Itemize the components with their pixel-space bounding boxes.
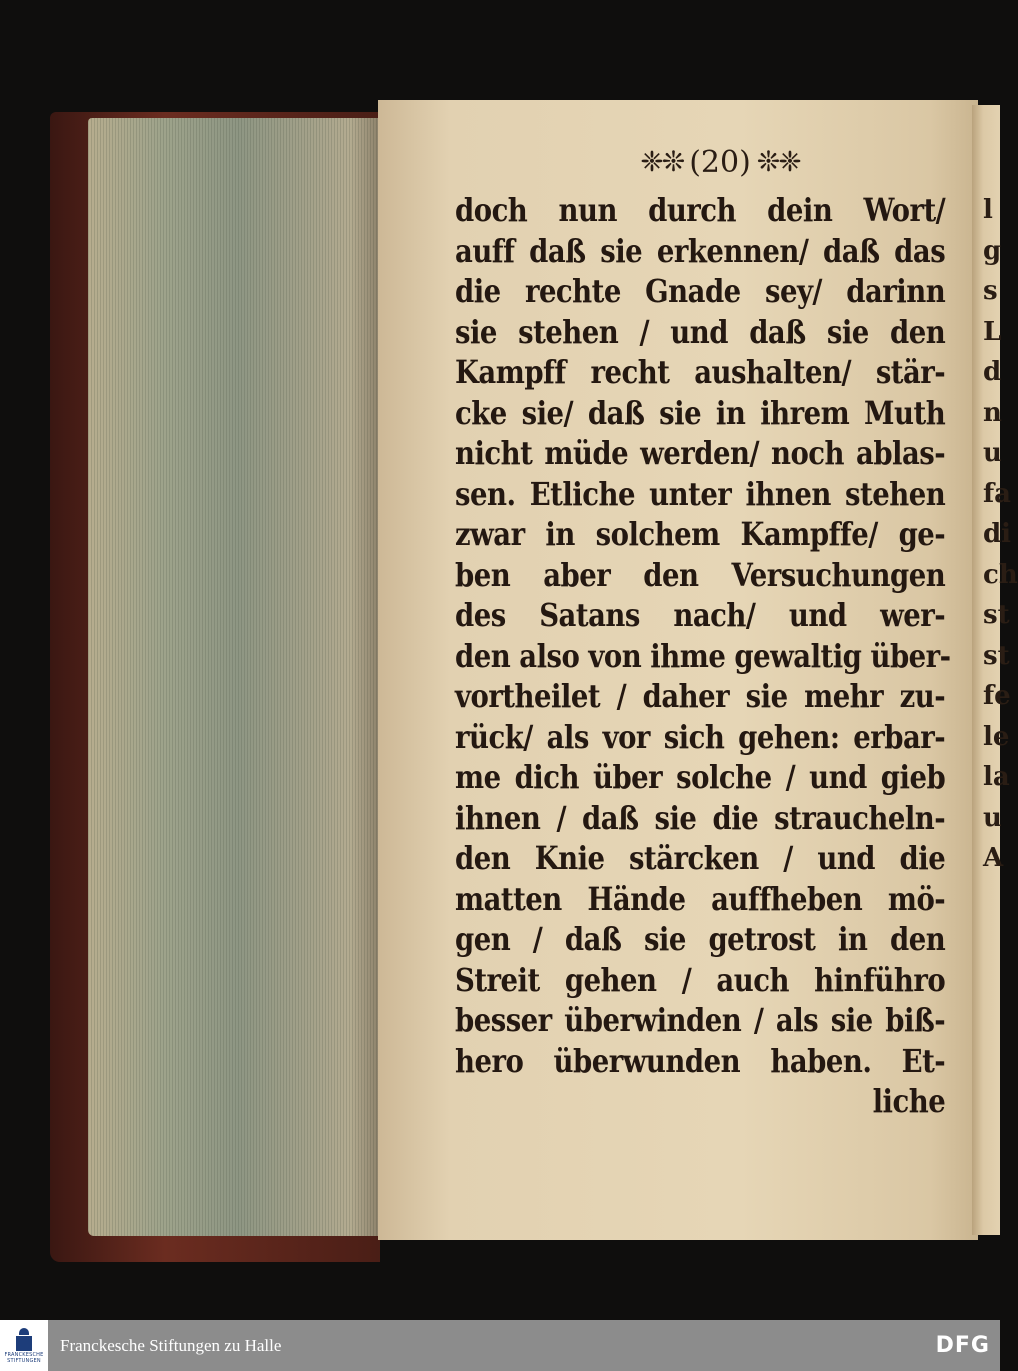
facing-line: d bbox=[983, 357, 1002, 387]
facing-page-text bbox=[983, 190, 1018, 879]
text-line: den Knie stärcken / und die bbox=[455, 839, 946, 877]
text-line: hero überwunden haben. Et- bbox=[455, 1041, 946, 1080]
page-body-text bbox=[455, 190, 951, 1122]
text-line: rück/ als vor sich gehen: erbar- bbox=[455, 717, 946, 756]
header-ornament-right: ❊❈ bbox=[756, 145, 800, 178]
dfg-logo[interactable]: DFG bbox=[935, 1333, 990, 1358]
facing-line: s bbox=[983, 276, 998, 306]
text-line: liche bbox=[872, 1082, 946, 1120]
facing-line: fe bbox=[983, 681, 1011, 711]
text-line: me dich über solche / und gieb bbox=[455, 758, 946, 796]
footer-bar bbox=[0, 1320, 1000, 1371]
facing-line: l bbox=[983, 195, 993, 225]
facing-line: st bbox=[983, 640, 1010, 671]
facing-line: u bbox=[983, 802, 1002, 833]
text-line: besser überwinden / als sie biß- bbox=[455, 1001, 946, 1039]
text-line: Kampff recht aushalten/ stär- bbox=[455, 353, 946, 391]
text-line: gen / daß sie getrost in den bbox=[455, 920, 946, 958]
text-line: matten Hände auffheben mö- bbox=[455, 879, 946, 918]
facing-line: n bbox=[983, 397, 1002, 428]
text-line: ihnen / daß sie die straucheln- bbox=[455, 798, 946, 837]
facing-line: g bbox=[983, 235, 1002, 266]
text-line: vortheilet / daher sie mehr zu- bbox=[455, 677, 946, 715]
logo-text bbox=[4, 1352, 43, 1364]
text-line: auff daß sie erkennen/ daß das bbox=[455, 231, 946, 270]
facing-line: di bbox=[983, 519, 1012, 549]
page-edges bbox=[88, 118, 388, 1236]
facing-line: le bbox=[983, 721, 1010, 752]
facing-line: fa bbox=[983, 478, 1012, 509]
institution-logo[interactable] bbox=[0, 1320, 48, 1371]
facing-line: L bbox=[983, 316, 1002, 347]
text-line: cke sie/ daß sie in ihrem Muth bbox=[455, 393, 946, 432]
text-line: sen. Etliche unter ihnen stehen bbox=[455, 474, 946, 513]
logo-text-line1: FRANCKESCHE bbox=[4, 1351, 44, 1358]
text-line: Streit gehen / auch hinführo bbox=[455, 960, 946, 999]
logo-icon bbox=[15, 1328, 33, 1352]
facing-line: la bbox=[983, 762, 1010, 792]
facing-line: ch bbox=[983, 559, 1018, 590]
facing-line: u bbox=[983, 438, 1002, 468]
text-line: den also von ihme gewaltig über- bbox=[455, 636, 951, 675]
logo-text-line2: STIFTUNGEN bbox=[7, 1357, 41, 1364]
text-line: ben aber den Versuchungen bbox=[455, 555, 946, 594]
institution-name[interactable]: Franckesche Stiftungen zu Halle bbox=[60, 1335, 282, 1355]
text-line: die rechte Gnade sey/ darinn bbox=[455, 272, 946, 310]
facing-line: A bbox=[983, 843, 1004, 873]
page-number: (20) bbox=[689, 144, 751, 180]
header-ornament-left: ❈❊ bbox=[640, 145, 684, 178]
text-line: des Satans nach/ und wer- bbox=[455, 596, 946, 634]
text-line: sie stehen / und daß sie den bbox=[455, 312, 946, 351]
page-header bbox=[600, 140, 840, 184]
text-line: doch nun durch dein Wort/ bbox=[455, 191, 946, 229]
facing-line: st bbox=[983, 600, 1010, 630]
text-line: nicht müde werden/ noch ablas- bbox=[455, 434, 946, 472]
text-line: zwar in solchem Kampffe/ ge- bbox=[455, 515, 946, 553]
